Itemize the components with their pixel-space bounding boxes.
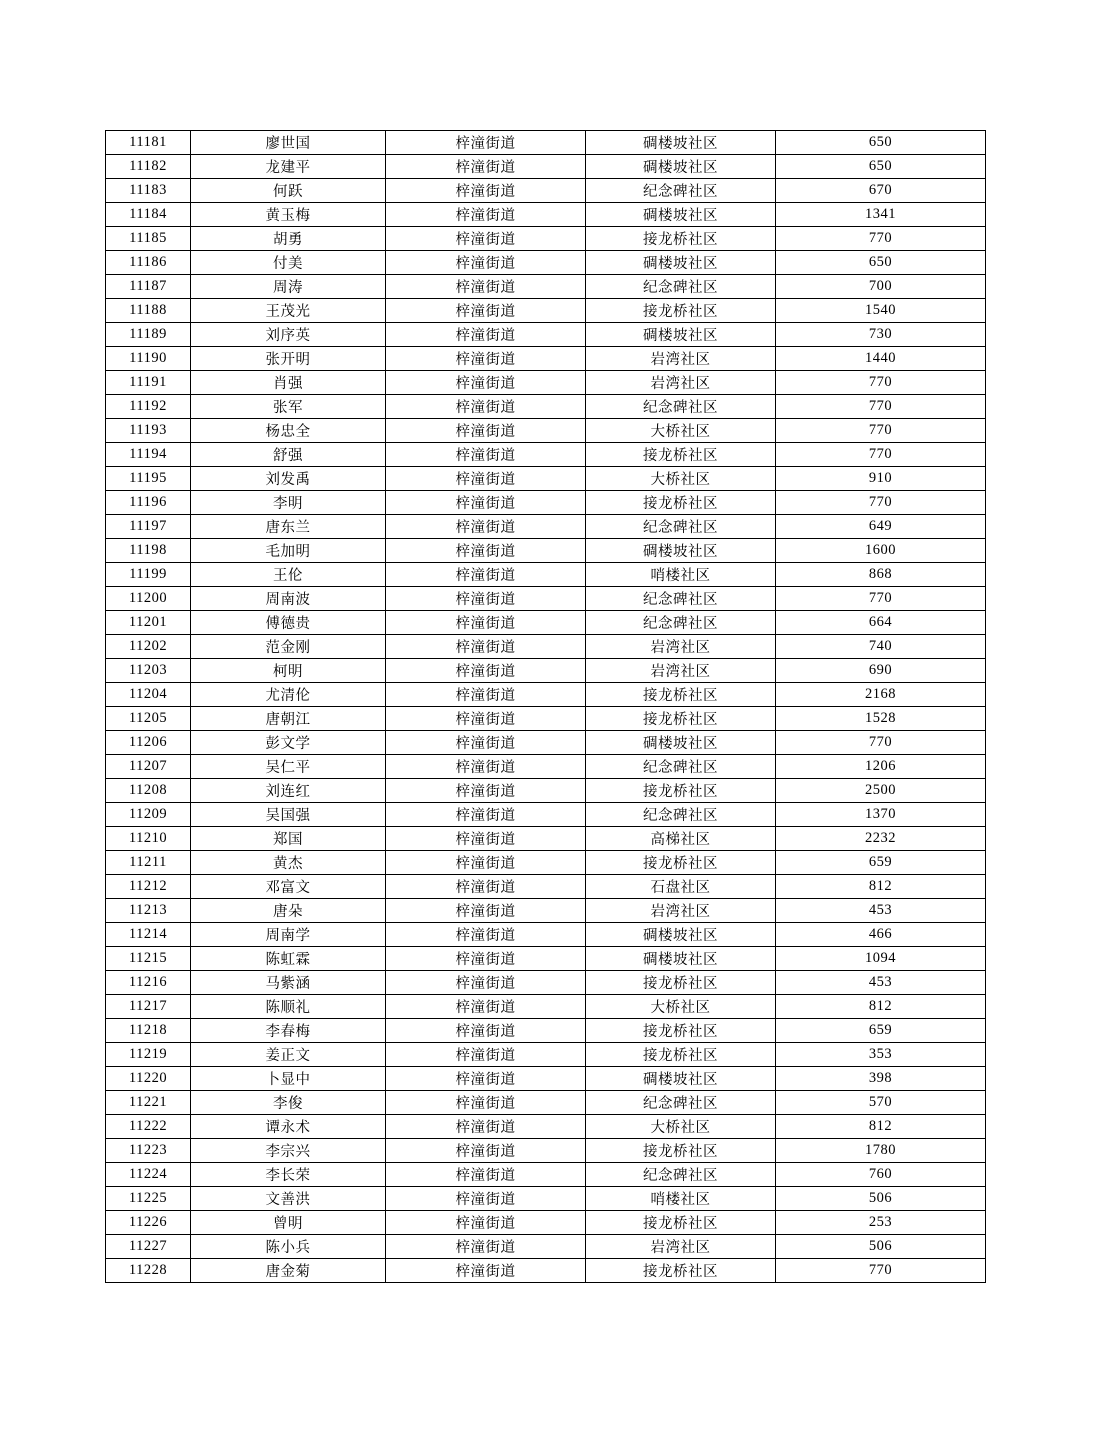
table-cell-name: 杨忠全 — [191, 419, 386, 443]
table-row — [106, 539, 986, 563]
table-cell-id: 11218 — [106, 1019, 191, 1043]
table-cell-name: 陈虹霖 — [191, 947, 386, 971]
table-cell-name: 卜显中 — [191, 1067, 386, 1091]
table-cell-id: 11207 — [106, 755, 191, 779]
table-cell-id: 11227 — [106, 1235, 191, 1259]
table-cell-amount: 659 — [776, 851, 986, 875]
table-cell-community: 纪念碑社区 — [586, 1091, 776, 1115]
table-cell-id: 11196 — [106, 491, 191, 515]
table-cell-name: 唐朝江 — [191, 707, 386, 731]
table-cell-id: 11226 — [106, 1211, 191, 1235]
table-cell-community: 碉楼坡社区 — [586, 1067, 776, 1091]
table-cell-amount: 398 — [776, 1067, 986, 1091]
table-cell-community: 纪念碑社区 — [586, 515, 776, 539]
table-cell-amount: 770 — [776, 227, 986, 251]
table-cell-id: 11222 — [106, 1115, 191, 1139]
table-row — [106, 755, 986, 779]
table-cell-community: 大桥社区 — [586, 467, 776, 491]
table-cell-street: 梓潼街道 — [386, 323, 586, 347]
table-cell-id: 11204 — [106, 683, 191, 707]
table-cell-amount: 506 — [776, 1235, 986, 1259]
table-row — [106, 131, 986, 155]
table-cell-street: 梓潼街道 — [386, 659, 586, 683]
table-cell-amount: 453 — [776, 899, 986, 923]
table-cell-amount: 650 — [776, 155, 986, 179]
table-cell-amount: 650 — [776, 251, 986, 275]
table-cell-name: 付美 — [191, 251, 386, 275]
table-cell-community: 接龙桥社区 — [586, 1211, 776, 1235]
table-cell-community: 碉楼坡社区 — [586, 947, 776, 971]
table-cell-name: 马紫涵 — [191, 971, 386, 995]
table-cell-street: 梓潼街道 — [386, 155, 586, 179]
table-cell-street: 梓潼街道 — [386, 1259, 586, 1283]
table-row — [106, 347, 986, 371]
table-cell-name: 李明 — [191, 491, 386, 515]
table-cell-community: 纪念碑社区 — [586, 611, 776, 635]
table-cell-street: 梓潼街道 — [386, 1043, 586, 1067]
table-cell-street: 梓潼街道 — [386, 947, 586, 971]
table-cell-street: 梓潼街道 — [386, 875, 586, 899]
table-cell-community: 纪念碑社区 — [586, 803, 776, 827]
table-cell-name: 尤清伦 — [191, 683, 386, 707]
table-cell-id: 11217 — [106, 995, 191, 1019]
table-cell-community: 碉楼坡社区 — [586, 131, 776, 155]
table-cell-name: 黄玉梅 — [191, 203, 386, 227]
table-cell-amount: 770 — [776, 731, 986, 755]
table-cell-street: 梓潼街道 — [386, 467, 586, 491]
table-cell-id: 11220 — [106, 1067, 191, 1091]
table-cell-name: 吴国强 — [191, 803, 386, 827]
table-row — [106, 155, 986, 179]
table-cell-amount: 2168 — [776, 683, 986, 707]
table-cell-id: 11203 — [106, 659, 191, 683]
table-cell-amount: 770 — [776, 395, 986, 419]
table-cell-community: 接龙桥社区 — [586, 683, 776, 707]
table-cell-id: 11191 — [106, 371, 191, 395]
table-cell-street: 梓潼街道 — [386, 995, 586, 1019]
table-cell-amount: 664 — [776, 611, 986, 635]
table-cell-community: 接龙桥社区 — [586, 491, 776, 515]
table-cell-street: 梓潼街道 — [386, 1139, 586, 1163]
table-cell-amount: 1528 — [776, 707, 986, 731]
table-cell-id: 11194 — [106, 443, 191, 467]
table-cell-id: 11225 — [106, 1187, 191, 1211]
table-row — [106, 851, 986, 875]
table-row — [106, 1235, 986, 1259]
table-cell-id: 11208 — [106, 779, 191, 803]
table-cell-street: 梓潼街道 — [386, 683, 586, 707]
table-cell-id: 11199 — [106, 563, 191, 587]
table-row — [106, 899, 986, 923]
table-cell-id: 11215 — [106, 947, 191, 971]
table-row — [106, 971, 986, 995]
table-cell-street: 梓潼街道 — [386, 443, 586, 467]
table-cell-street: 梓潼街道 — [386, 179, 586, 203]
table-cell-street: 梓潼街道 — [386, 731, 586, 755]
table-cell-street: 梓潼街道 — [386, 227, 586, 251]
table-cell-community: 岩湾社区 — [586, 347, 776, 371]
table-cell-community: 石盘社区 — [586, 875, 776, 899]
table-cell-community: 接龙桥社区 — [586, 1259, 776, 1283]
table-row — [106, 707, 986, 731]
table-cell-name: 张开明 — [191, 347, 386, 371]
table-cell-id: 11201 — [106, 611, 191, 635]
table-cell-amount: 812 — [776, 875, 986, 899]
table-cell-amount: 730 — [776, 323, 986, 347]
table-cell-id: 11206 — [106, 731, 191, 755]
table-cell-id: 11187 — [106, 275, 191, 299]
table-cell-community: 哨楼社区 — [586, 563, 776, 587]
table-cell-amount: 570 — [776, 1091, 986, 1115]
table-cell-name: 郑国 — [191, 827, 386, 851]
table-cell-street: 梓潼街道 — [386, 827, 586, 851]
table-row — [106, 1163, 986, 1187]
table-cell-street: 梓潼街道 — [386, 419, 586, 443]
table-cell-community: 碉楼坡社区 — [586, 155, 776, 179]
table-row — [106, 683, 986, 707]
table-cell-id: 11197 — [106, 515, 191, 539]
table-cell-amount: 649 — [776, 515, 986, 539]
table-row — [106, 395, 986, 419]
table-cell-name: 张军 — [191, 395, 386, 419]
table-row — [106, 803, 986, 827]
table-cell-amount: 770 — [776, 1259, 986, 1283]
table-cell-street: 梓潼街道 — [386, 131, 586, 155]
table-row — [106, 203, 986, 227]
table-cell-community: 接龙桥社区 — [586, 779, 776, 803]
table-cell-id: 11198 — [106, 539, 191, 563]
table-cell-street: 梓潼街道 — [386, 755, 586, 779]
table-cell-amount: 1341 — [776, 203, 986, 227]
table-cell-community: 纪念碑社区 — [586, 587, 776, 611]
table-cell-name: 吴仁平 — [191, 755, 386, 779]
table-cell-amount: 1440 — [776, 347, 986, 371]
table-cell-name: 舒强 — [191, 443, 386, 467]
table-cell-amount: 740 — [776, 635, 986, 659]
table-row — [106, 443, 986, 467]
table-cell-amount: 812 — [776, 1115, 986, 1139]
table-cell-street: 梓潼街道 — [386, 515, 586, 539]
table-cell-street: 梓潼街道 — [386, 371, 586, 395]
table-cell-amount: 650 — [776, 131, 986, 155]
table-cell-name: 毛加明 — [191, 539, 386, 563]
table-cell-id: 11192 — [106, 395, 191, 419]
table-cell-name: 唐东兰 — [191, 515, 386, 539]
table-cell-street: 梓潼街道 — [386, 923, 586, 947]
table-cell-amount: 1206 — [776, 755, 986, 779]
table-cell-name: 刘序英 — [191, 323, 386, 347]
table-cell-community: 碉楼坡社区 — [586, 539, 776, 563]
table-row — [106, 371, 986, 395]
table-cell-community: 接龙桥社区 — [586, 1043, 776, 1067]
table-cell-street: 梓潼街道 — [386, 1163, 586, 1187]
table-cell-id: 11216 — [106, 971, 191, 995]
table-cell-street: 梓潼街道 — [386, 1115, 586, 1139]
table-cell-community: 接龙桥社区 — [586, 299, 776, 323]
table-cell-id: 11200 — [106, 587, 191, 611]
table-cell-name: 陈小兵 — [191, 1235, 386, 1259]
table-cell-id: 11213 — [106, 899, 191, 923]
table-cell-id: 11211 — [106, 851, 191, 875]
table-cell-community: 碉楼坡社区 — [586, 251, 776, 275]
table-cell-id: 11186 — [106, 251, 191, 275]
table-cell-street: 梓潼街道 — [386, 275, 586, 299]
table-cell-amount: 770 — [776, 587, 986, 611]
table-cell-community: 岩湾社区 — [586, 899, 776, 923]
table-cell-street: 梓潼街道 — [386, 347, 586, 371]
table-cell-name: 周南波 — [191, 587, 386, 611]
table-row — [106, 947, 986, 971]
table-cell-community: 接龙桥社区 — [586, 851, 776, 875]
table-cell-id: 11181 — [106, 131, 191, 155]
table-row — [106, 1091, 986, 1115]
table-cell-community: 岩湾社区 — [586, 659, 776, 683]
table-cell-name: 王茂光 — [191, 299, 386, 323]
table-row — [106, 563, 986, 587]
table-cell-name: 周南学 — [191, 923, 386, 947]
table-cell-community: 接龙桥社区 — [586, 443, 776, 467]
table-cell-street: 梓潼街道 — [386, 1019, 586, 1043]
table-cell-name: 柯明 — [191, 659, 386, 683]
table-cell-id: 11182 — [106, 155, 191, 179]
table-cell-amount: 659 — [776, 1019, 986, 1043]
table-row — [106, 515, 986, 539]
table-cell-street: 梓潼街道 — [386, 1091, 586, 1115]
table-cell-street: 梓潼街道 — [386, 803, 586, 827]
table-cell-community: 纪念碑社区 — [586, 1163, 776, 1187]
table-cell-amount: 770 — [776, 443, 986, 467]
table-cell-name: 何跃 — [191, 179, 386, 203]
table-cell-name: 龙建平 — [191, 155, 386, 179]
table-cell-id: 11210 — [106, 827, 191, 851]
table-row — [106, 635, 986, 659]
table-row — [106, 323, 986, 347]
table-row — [106, 587, 986, 611]
table-cell-name: 彭文学 — [191, 731, 386, 755]
table-cell-id: 11189 — [106, 323, 191, 347]
table-cell-community: 接龙桥社区 — [586, 1019, 776, 1043]
table-cell-amount: 2500 — [776, 779, 986, 803]
table-row — [106, 1211, 986, 1235]
table-cell-name: 廖世国 — [191, 131, 386, 155]
table-row — [106, 1139, 986, 1163]
table-cell-name: 李长荣 — [191, 1163, 386, 1187]
table-cell-street: 梓潼街道 — [386, 251, 586, 275]
table-cell-name: 唐朵 — [191, 899, 386, 923]
table-cell-street: 梓潼街道 — [386, 899, 586, 923]
table-cell-community: 大桥社区 — [586, 1115, 776, 1139]
table-cell-amount: 760 — [776, 1163, 986, 1187]
table-row — [106, 611, 986, 635]
table-cell-community: 高梯社区 — [586, 827, 776, 851]
table-cell-id: 11193 — [106, 419, 191, 443]
table-row — [106, 1067, 986, 1091]
table-cell-id: 11202 — [106, 635, 191, 659]
table-cell-id: 11221 — [106, 1091, 191, 1115]
table-cell-street: 梓潼街道 — [386, 1211, 586, 1235]
table-cell-name: 邓富文 — [191, 875, 386, 899]
table-cell-community: 碉楼坡社区 — [586, 731, 776, 755]
table-cell-id: 11224 — [106, 1163, 191, 1187]
table-cell-community: 哨楼社区 — [586, 1187, 776, 1211]
table-cell-street: 梓潼街道 — [386, 851, 586, 875]
table-cell-id: 11219 — [106, 1043, 191, 1067]
table-cell-name: 李宗兴 — [191, 1139, 386, 1163]
table-cell-street: 梓潼街道 — [386, 1067, 586, 1091]
table-cell-community: 纪念碑社区 — [586, 275, 776, 299]
table-cell-community: 纪念碑社区 — [586, 755, 776, 779]
table-cell-amount: 466 — [776, 923, 986, 947]
table-cell-id: 11212 — [106, 875, 191, 899]
table-cell-name: 曾明 — [191, 1211, 386, 1235]
table-cell-name: 唐金菊 — [191, 1259, 386, 1283]
table-cell-community: 接龙桥社区 — [586, 707, 776, 731]
table-cell-name: 范金刚 — [191, 635, 386, 659]
table-cell-name: 周涛 — [191, 275, 386, 299]
table-cell-name: 谭永术 — [191, 1115, 386, 1139]
table-cell-amount: 2232 — [776, 827, 986, 851]
table-row — [106, 827, 986, 851]
table-cell-name: 李俊 — [191, 1091, 386, 1115]
table-cell-id: 11195 — [106, 467, 191, 491]
table-cell-amount: 506 — [776, 1187, 986, 1211]
table-row — [106, 467, 986, 491]
table-cell-street: 梓潼街道 — [386, 635, 586, 659]
table-cell-street: 梓潼街道 — [386, 395, 586, 419]
table-cell-community: 大桥社区 — [586, 419, 776, 443]
table-cell-name: 文善洪 — [191, 1187, 386, 1211]
table-row — [106, 179, 986, 203]
table-row — [106, 251, 986, 275]
table-row — [106, 875, 986, 899]
table-cell-id: 11214 — [106, 923, 191, 947]
table-cell-name: 肖强 — [191, 371, 386, 395]
table-cell-name: 刘发禹 — [191, 467, 386, 491]
table-cell-amount: 453 — [776, 971, 986, 995]
table-cell-street: 梓潼街道 — [386, 587, 586, 611]
table-cell-id: 11205 — [106, 707, 191, 731]
table-cell-community: 岩湾社区 — [586, 371, 776, 395]
table-cell-amount: 670 — [776, 179, 986, 203]
table-cell-amount: 1540 — [776, 299, 986, 323]
table-row — [106, 275, 986, 299]
table-cell-community: 碉楼坡社区 — [586, 203, 776, 227]
records-table-body — [106, 131, 986, 1283]
table-row — [106, 995, 986, 1019]
table-cell-amount: 770 — [776, 371, 986, 395]
table-cell-amount: 690 — [776, 659, 986, 683]
table-cell-street: 梓潼街道 — [386, 971, 586, 995]
table-row — [106, 1115, 986, 1139]
table-cell-community: 大桥社区 — [586, 995, 776, 1019]
table-cell-name: 傅德贵 — [191, 611, 386, 635]
table-row — [106, 779, 986, 803]
table-row — [106, 1187, 986, 1211]
table-row — [106, 299, 986, 323]
table-cell-amount: 1600 — [776, 539, 986, 563]
table-cell-id: 11183 — [106, 179, 191, 203]
table-cell-amount: 770 — [776, 491, 986, 515]
table-cell-id: 11209 — [106, 803, 191, 827]
table-cell-id: 11228 — [106, 1259, 191, 1283]
table-cell-community: 岩湾社区 — [586, 1235, 776, 1259]
table-cell-amount: 1370 — [776, 803, 986, 827]
table-cell-id: 11184 — [106, 203, 191, 227]
table-cell-name: 胡勇 — [191, 227, 386, 251]
table-cell-amount: 1780 — [776, 1139, 986, 1163]
table-cell-community: 岩湾社区 — [586, 635, 776, 659]
table-row — [106, 419, 986, 443]
table-cell-street: 梓潼街道 — [386, 1235, 586, 1259]
table-cell-id: 11223 — [106, 1139, 191, 1163]
table-row — [106, 923, 986, 947]
table-cell-id: 11188 — [106, 299, 191, 323]
table-cell-street: 梓潼街道 — [386, 779, 586, 803]
table-cell-street: 梓潼街道 — [386, 1187, 586, 1211]
table-row — [106, 731, 986, 755]
table-row — [106, 1019, 986, 1043]
table-cell-amount: 812 — [776, 995, 986, 1019]
table-cell-amount: 253 — [776, 1211, 986, 1235]
table-cell-id: 11190 — [106, 347, 191, 371]
table-cell-name: 姜正文 — [191, 1043, 386, 1067]
table-cell-amount: 868 — [776, 563, 986, 587]
table-cell-street: 梓潼街道 — [386, 299, 586, 323]
table-cell-name: 陈顺礼 — [191, 995, 386, 1019]
table-row — [106, 1259, 986, 1283]
table-cell-community: 纪念碑社区 — [586, 179, 776, 203]
table-cell-amount: 353 — [776, 1043, 986, 1067]
table-cell-community: 纪念碑社区 — [586, 395, 776, 419]
table-cell-street: 梓潼街道 — [386, 563, 586, 587]
table-cell-amount: 910 — [776, 467, 986, 491]
table-cell-id: 11185 — [106, 227, 191, 251]
table-cell-community: 碉楼坡社区 — [586, 323, 776, 347]
table-cell-community: 接龙桥社区 — [586, 227, 776, 251]
table-cell-name: 王伦 — [191, 563, 386, 587]
table-row — [106, 1043, 986, 1067]
table-cell-community: 接龙桥社区 — [586, 1139, 776, 1163]
table-cell-street: 梓潼街道 — [386, 539, 586, 563]
table-cell-amount: 770 — [776, 419, 986, 443]
table-cell-street: 梓潼街道 — [386, 611, 586, 635]
table-row — [106, 227, 986, 251]
table-cell-community: 碉楼坡社区 — [586, 923, 776, 947]
records-table — [105, 130, 986, 1283]
table-cell-street: 梓潼街道 — [386, 707, 586, 731]
table-cell-name: 李春梅 — [191, 1019, 386, 1043]
table-cell-amount: 700 — [776, 275, 986, 299]
table-cell-community: 接龙桥社区 — [586, 971, 776, 995]
table-cell-street: 梓潼街道 — [386, 491, 586, 515]
table-row — [106, 659, 986, 683]
table-cell-amount: 1094 — [776, 947, 986, 971]
table-cell-name: 黄杰 — [191, 851, 386, 875]
table-cell-name: 刘连红 — [191, 779, 386, 803]
table-row — [106, 491, 986, 515]
table-cell-street: 梓潼街道 — [386, 203, 586, 227]
